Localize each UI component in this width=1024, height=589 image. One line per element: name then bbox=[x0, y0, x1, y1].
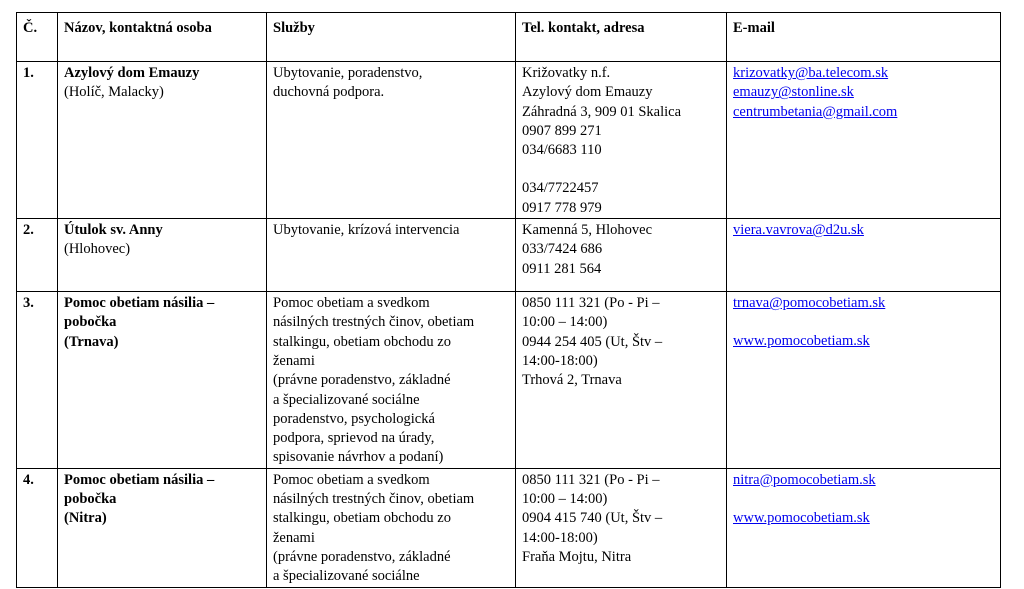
row-number: 4. bbox=[17, 468, 58, 587]
contacts-table bbox=[16, 12, 1001, 588]
contact-cell: Križovatky n.f. Azylový dom Emauzy Záhradná 3, 909 01 Skalica 0907 899 271 034/6683 110 034/7722457 0917 778 979 bbox=[516, 62, 727, 219]
organization-name: Pomoc obetiam násilia – bbox=[64, 471, 215, 488]
services-cell: Pomoc obetiam a svedkom násilných trestných činov, obetiam stalkingu, obetiam obchodu zo ženami (právne poradenstvo, základné a špecializované sociálne poradenstvo, psychologická podpora, sprievod na úrady, spisovanie návrhov a podaní) bbox=[267, 292, 516, 469]
website-link[interactable]: www.pomocobetiam.sk bbox=[733, 510, 870, 527]
email-cell bbox=[727, 62, 1001, 219]
organization-location: (Nitra) bbox=[64, 510, 107, 527]
email-link[interactable]: viera.vavrova@d2u.sk bbox=[733, 222, 864, 239]
header-num: Č. bbox=[17, 13, 58, 62]
email-link[interactable]: krizovatky@ba.telecom.sk bbox=[733, 65, 889, 81]
table-row bbox=[17, 468, 1001, 587]
organization-name: Azylový dom Emauzy bbox=[64, 65, 200, 81]
email-link[interactable]: nitra@pomocobetiam.sk bbox=[733, 471, 876, 488]
organization-location: (Hlohovec) bbox=[64, 241, 131, 258]
organization-cell bbox=[58, 468, 267, 587]
services-cell: Ubytovanie, krízová intervencia bbox=[267, 219, 516, 292]
email-link[interactable]: centrumbetania@gmail.com bbox=[733, 103, 898, 120]
table-row bbox=[17, 292, 1001, 469]
contact-cell: 0850 111 321 (Po - Pi – 10:00 – 14:00) 0944 254 405 (Ut, Štv – 14:00-18:00) Trhová 2, Trnava bbox=[516, 292, 727, 469]
table-row bbox=[17, 219, 1001, 292]
email-link[interactable]: trnava@pomocobetiam.sk bbox=[733, 295, 886, 312]
email-cell bbox=[727, 292, 1001, 469]
header-name: Názov, kontaktná osoba bbox=[58, 13, 267, 62]
contact-cell: 0850 111 321 (Po - Pi – 10:00 – 14:00) 0904 415 740 (Ut, Štv – 14:00-18:00) Fraňa Mojtu, Nitra bbox=[516, 468, 727, 587]
row-number: 2. bbox=[17, 219, 58, 292]
table-row bbox=[17, 62, 1001, 219]
organization-name: Pomoc obetiam násilia – bbox=[64, 295, 215, 312]
services-cell: Ubytovanie, poradenstvo, duchovná podpora. bbox=[267, 62, 516, 219]
email-cell bbox=[727, 468, 1001, 587]
header-email: E-mail bbox=[727, 13, 1001, 62]
organization-location: (Trnava) bbox=[64, 333, 119, 350]
organization-location: (Holíč, Malacky) bbox=[64, 84, 164, 101]
header-row bbox=[17, 13, 1001, 62]
organization-name-line2: pobočka bbox=[64, 314, 117, 331]
email-cell bbox=[727, 219, 1001, 292]
header-contact: Tel. kontakt, adresa bbox=[516, 13, 727, 62]
organization-name-line2: pobočka bbox=[64, 491, 117, 508]
organization-cell bbox=[58, 292, 267, 469]
organization-cell bbox=[58, 62, 267, 219]
email-link[interactable]: emauzy@stonline.sk bbox=[733, 84, 854, 101]
row-number: 3. bbox=[17, 292, 58, 469]
services-cell: Pomoc obetiam a svedkom násilných trestných činov, obetiam stalkingu, obetiam obchodu zo ženami (právne poradenstvo, základné a špecializované sociálne bbox=[267, 468, 516, 587]
website-link[interactable]: www.pomocobetiam.sk bbox=[733, 333, 870, 350]
header-services: Služby bbox=[267, 13, 516, 62]
organization-cell bbox=[58, 219, 267, 292]
contact-cell: Kamenná 5, Hlohovec 033/7424 686 0911 281 564 bbox=[516, 219, 727, 292]
row-number: 1. bbox=[17, 62, 58, 219]
organization-name: Útulok sv. Anny bbox=[64, 222, 163, 239]
